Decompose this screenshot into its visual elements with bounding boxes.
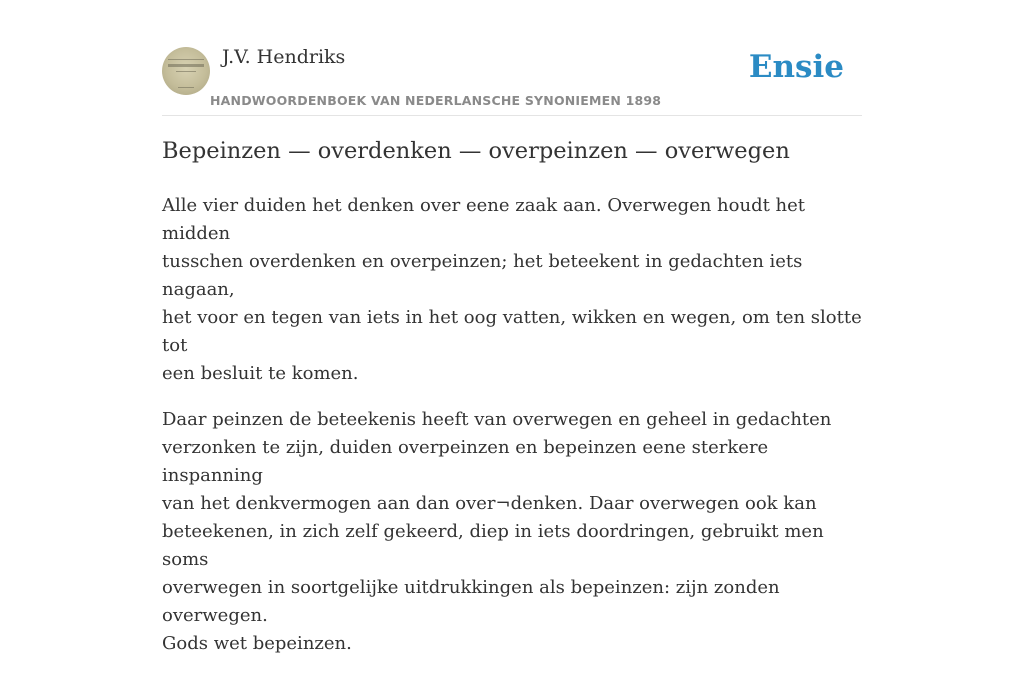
- entry-card: [162, 0, 862, 654]
- author-name[interactable]: J.V. Hendriks: [222, 46, 346, 68]
- header-divider: [162, 115, 862, 116]
- paragraph: Daar peinzen de beteekenis heeft van overwegen en geheel in gedachten verzonken te zijn, duiden overpeinzen en bepeinzen eene sterkere inspanning van het denkvermogen aan dan over¬denken. Daar overwegen ook kan beteekenen, in zich zelf gekeerd, diep in iets doordringen, gebruikt men soms overwegen in soortgelijke uitdrukkingen als bepeinzen: zijn zonden overwegen. Gods wet bepeinzen.: [162, 409, 832, 654]
- source-title[interactable]: HANDWOORDENBOEK VAN NEDERLANSCHE SYNONIEMEN 1898: [210, 93, 662, 108]
- paragraph: Alle vier duiden het denken over eene zaak aan. Overwegen houdt het midden tusschen overdenken en overpeinzen; het beteekent in gedachten iets nagaan, het voor en tegen van iets in het oog vatten, wikken en wegen, om ten slotte tot een besluit te komen.: [162, 195, 862, 384]
- entry-body: [162, 192, 862, 676]
- cover-line: [168, 59, 204, 60]
- book-cover-avatar[interactable]: [162, 47, 210, 95]
- cover-title-band: [168, 64, 204, 67]
- cover-line: [178, 87, 194, 88]
- entry-title: Bepeinzen — overdenken — overpeinzen — overwegen: [162, 138, 790, 164]
- ensie-logo[interactable]: Ensie: [748, 49, 844, 85]
- cover-line: [176, 71, 196, 72]
